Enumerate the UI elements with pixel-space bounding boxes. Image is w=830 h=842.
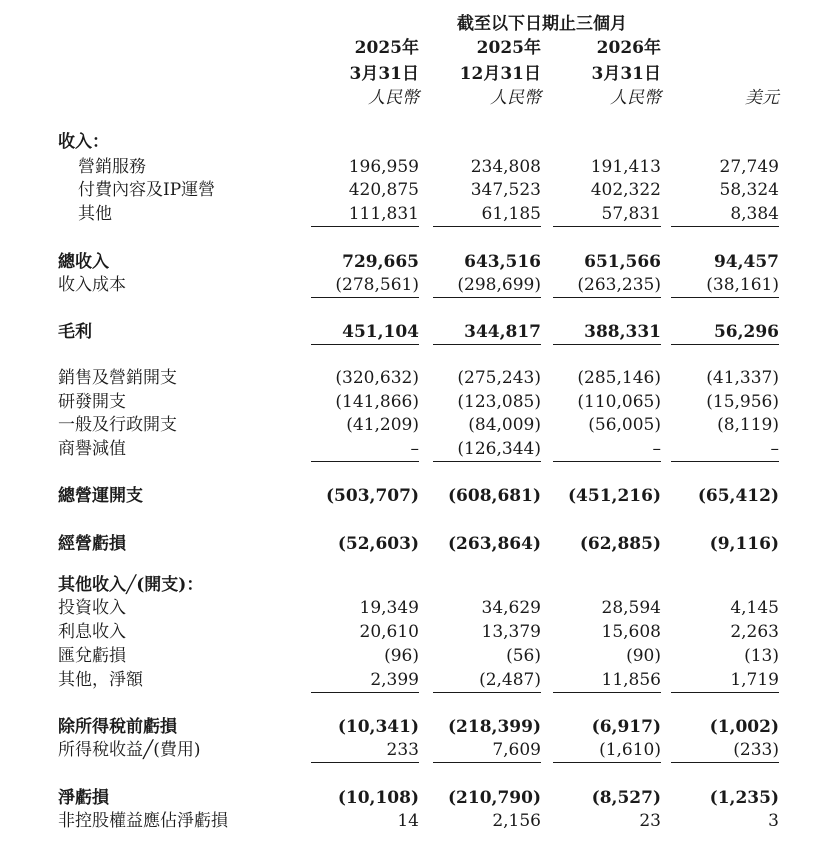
row-value: (503,707) [326,486,419,506]
row-label: 收入成本 [58,275,126,295]
row-value: (278,561) [335,275,419,295]
row-value: 13,379 [481,622,541,642]
row-value: (56,005) [588,415,661,435]
row-value: (451,216) [568,486,661,506]
row-value: 388,331 [584,322,661,342]
subtotal-rule [433,344,541,345]
row-value: (90) [626,646,661,666]
row-value: (10,341) [337,717,419,737]
row-value: – [770,439,779,459]
row-value: 651,566 [584,252,661,272]
row-label: 研發開支 [58,392,126,412]
column-date: 12月31日 [459,64,541,84]
row-value: (41,209) [346,415,419,435]
column-year: 2026年 [596,38,661,58]
column-currency: 人民幣 [490,88,541,108]
row-label: 投資收入 [58,598,126,618]
row-label: 毛利 [58,322,92,342]
row-label: 非控股權益應佔淨虧損 [58,811,228,831]
subtotal-rule [311,297,419,298]
row-label: 商譽減值 [58,439,126,459]
row-value: 451,104 [342,322,419,342]
row-value: (10,108) [337,788,419,808]
row-value: (38,161) [706,275,779,295]
row-label: 經營虧損 [58,534,126,554]
row-value: (8,119) [717,415,779,435]
subtotal-rule [553,344,661,345]
row-value: 14 [397,811,419,831]
row-label: 一般及行政開支 [58,415,177,435]
row-value: (56) [506,646,541,666]
row-value: 402,322 [590,180,661,200]
subtotal-rule [311,461,419,462]
row-value: 234,808 [470,157,541,177]
row-value: (110,065) [577,392,661,412]
column-date: 3月31日 [349,64,419,84]
subtotal-rule [553,226,661,227]
row-value: (218,399) [448,717,541,737]
row-value: (285,146) [577,368,661,388]
row-value: (233) [733,740,779,760]
row-value: 57,831 [601,204,661,224]
row-label: 付費內容及IP運營 [78,180,216,200]
row-value: 1,719 [730,670,779,690]
row-value: 56,296 [713,322,779,342]
row-value: (84,009) [468,415,541,435]
subtotal-rule [311,344,419,345]
row-value: 420,875 [348,180,419,200]
column-currency: 美元 [745,88,779,108]
row-value: 643,516 [464,252,541,272]
row-value: 23 [639,811,661,831]
subtotal-rule [553,692,661,693]
subtotal-rule [433,762,541,763]
row-label: 收入： [58,132,109,152]
row-label: 其他 [78,204,112,224]
row-value: (6,917) [591,717,661,737]
row-label: 其他收入╱(開支)： [58,575,204,595]
column-currency: 人民幣 [610,88,661,108]
subtotal-rule [671,226,779,227]
subtotal-rule [433,226,541,227]
row-label: 營銷服務 [78,157,146,177]
row-value: 3 [768,811,779,831]
row-value: (8,527) [591,788,661,808]
subtotal-rule [671,297,779,298]
row-value: (298,699) [457,275,541,295]
row-value: (126,344) [457,439,541,459]
subtotal-rule [433,692,541,693]
column-currency: 人民幣 [368,88,419,108]
row-value: 2,156 [492,811,541,831]
column-year: 2025年 [476,38,541,58]
row-value: – [410,439,419,459]
row-label: 淨虧損 [58,788,109,808]
row-value: (1,235) [709,788,779,808]
row-value: 20,610 [359,622,419,642]
row-value: (123,085) [457,392,541,412]
subtotal-rule [553,297,661,298]
row-value: 2,399 [370,670,419,690]
row-value: (1,002) [709,717,779,737]
row-label: 除所得稅前虧損 [58,717,177,737]
row-value: (9,116) [709,534,779,554]
row-value: 111,831 [348,204,419,224]
row-label: 利息收入 [58,622,126,642]
subtotal-rule [671,762,779,763]
subtotal-rule [671,692,779,693]
row-value: (62,885) [579,534,661,554]
row-value: 19,349 [359,598,419,618]
row-value: (41,337) [706,368,779,388]
subtotal-rule [433,297,541,298]
subtotal-rule [433,461,541,462]
row-value: (320,632) [335,368,419,388]
row-value: 729,665 [342,252,419,272]
row-value: (2,487) [479,670,541,690]
row-value: 27,749 [719,157,779,177]
row-value: 196,959 [348,157,419,177]
row-value: 58,324 [719,180,779,200]
period-caption: 截至以下日期止三個月 [457,14,627,34]
column-date: 3月31日 [591,64,661,84]
subtotal-rule [671,461,779,462]
row-value: 28,594 [601,598,661,618]
row-value: (263,864) [448,534,541,554]
row-value: 8,384 [730,204,779,224]
row-value: (65,412) [697,486,779,506]
row-value: – [652,439,661,459]
row-value: (52,603) [337,534,419,554]
row-value: 4,145 [730,598,779,618]
row-value: (141,866) [335,392,419,412]
row-label: 總營運開支 [58,486,143,506]
row-value: 7,609 [492,740,541,760]
subtotal-rule [311,692,419,693]
row-value: 233 [386,740,419,760]
row-value: (210,790) [448,788,541,808]
row-value: 347,523 [470,180,541,200]
row-value: 11,856 [601,670,661,690]
row-value: (13) [744,646,779,666]
subtotal-rule [311,226,419,227]
row-value: (1,610) [599,740,661,760]
subtotal-rule [553,762,661,763]
row-value: 15,608 [601,622,661,642]
row-label: 匯兌虧損 [58,646,126,666]
row-value: (15,956) [706,392,779,412]
row-value: 34,629 [481,598,541,618]
row-label: 其他，淨額 [58,670,143,690]
row-value: 344,817 [464,322,541,342]
row-label: 所得稅收益╱(費用) [58,740,201,760]
row-value: (608,681) [448,486,541,506]
subtotal-rule [553,461,661,462]
row-value: (275,243) [457,368,541,388]
row-value: 94,457 [713,252,779,272]
row-label: 銷售及營銷開支 [58,368,177,388]
row-value: 2,263 [730,622,779,642]
row-value: 191,413 [590,157,661,177]
row-label: 總收入 [58,252,109,272]
subtotal-rule [311,762,419,763]
row-value: (263,235) [577,275,661,295]
row-value: (96) [384,646,419,666]
row-value: 61,185 [481,204,541,224]
subtotal-rule [671,344,779,345]
column-year: 2025年 [354,38,419,58]
